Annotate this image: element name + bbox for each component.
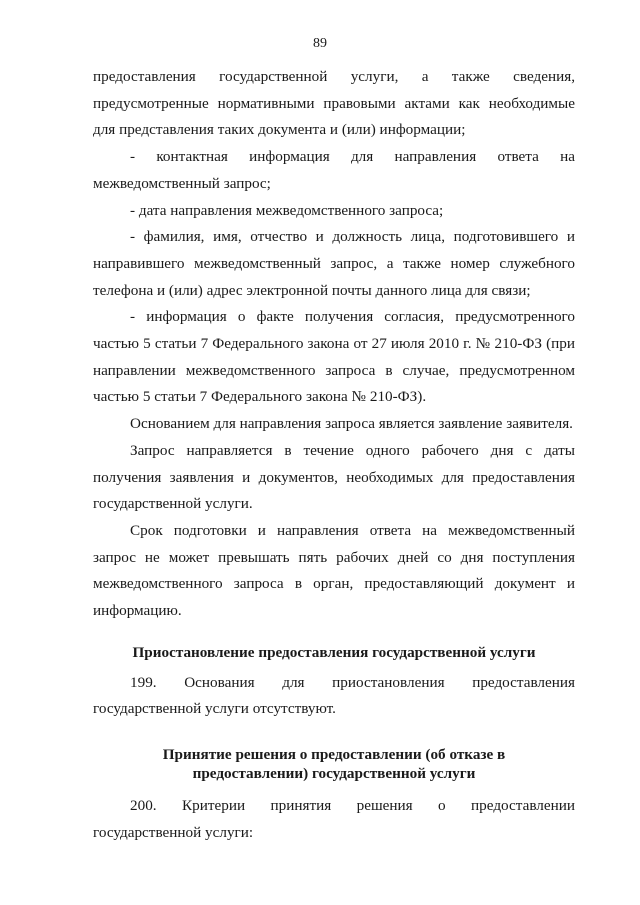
paragraph-official-details: - фамилия, имя, отчество и должность лица, подготовившего и направившего межведомственный запрос, а также номер служебного телефона и (или) адрес электронной почты данного лица для связи;: [93, 228, 575, 299]
heading-spacer: [93, 662, 575, 670]
paragraph-response-deadline: Срок подготовки и направления ответа на межведомственный запрос не может превышать пять рабочих дней со дня поступления межведомственного запроса в орган, предоставляющий документ и информацию.: [93, 521, 575, 620]
paragraph-200: 200. Критерии принятия решения о предоставлении государственной услуги:: [93, 797, 575, 841]
paragraph-continuation: предоставления государственной услуги, а также сведения, предусмотренные нормативными правовыми актами как необходимые для представления таких документа и (или) информации;: [93, 68, 575, 139]
paragraph-consent-info: - информация о факте получения согласия, предусмотренного частью 5 статьи 7 Федерального закона от 27 июля 2010 г. № 210-ФЗ (при направлении межведомственного запроса в случае, предусмотренном частью 5 статьи 7 Федерального закона № 210-ФЗ).: [93, 308, 575, 406]
section-spacer: [93, 723, 575, 745]
page-number: 89: [313, 36, 327, 51]
paragraph-request-timing: Запрос направляется в течение одного рабочего дня с даты получения заявления и документов, необходимых для предоставления государственной услуги.: [93, 441, 575, 513]
paragraph-contact-info: - контактная информация для направления ответа на межведомственный запрос;: [93, 148, 575, 192]
heading-spacer: [93, 783, 575, 793]
paragraph-request-date: - дата направления межведомственного запроса;: [130, 201, 444, 219]
section-spacer: [93, 625, 575, 643]
page-content: [93, 64, 575, 847]
paragraph-request-basis: Основанием для направления запроса является заявление заявителя.: [130, 415, 573, 433]
section-heading-suspension: Приостановление предоставления государственной услуги: [132, 643, 536, 661]
paragraph-199: 199. Основания для приостановления предоставления государственной услуги отсутствуют.: [93, 673, 575, 718]
section-heading-decision: Принятие решения о предоставлении (об отказе в предоставлении) государственной услуги: [162, 746, 506, 783]
